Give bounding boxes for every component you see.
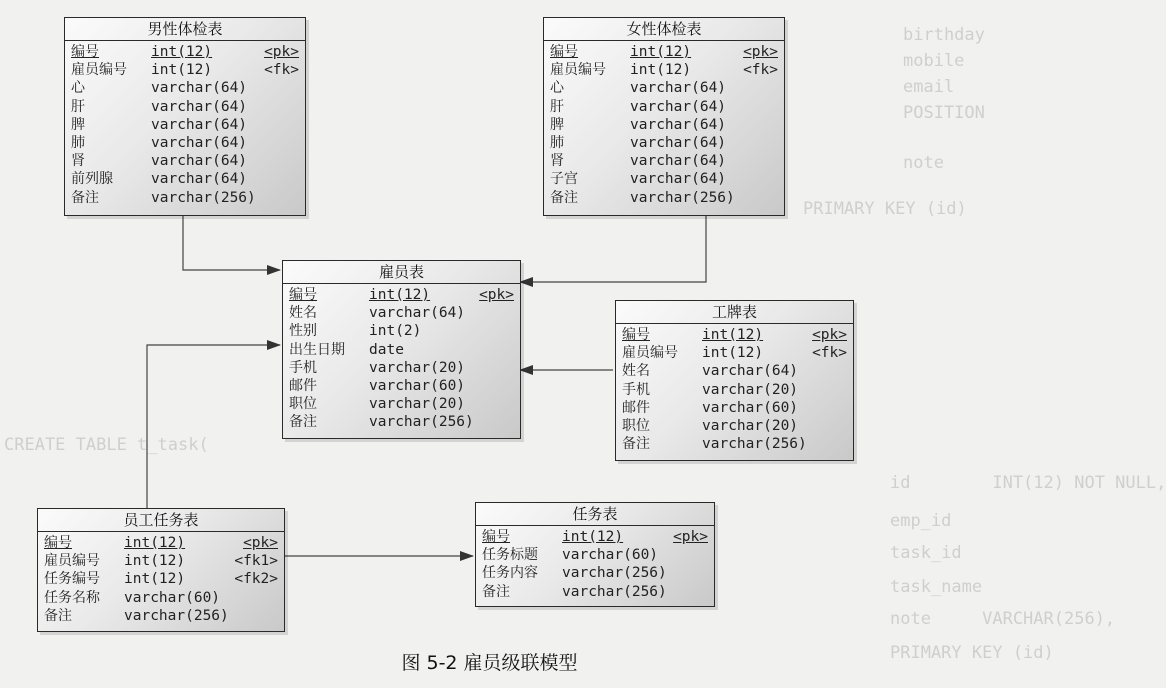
column-name: 雇员编号 xyxy=(622,345,678,362)
entity-female-checkup[interactable] xyxy=(543,17,785,216)
column-name: 备注 xyxy=(550,189,578,206)
column-row xyxy=(65,134,305,152)
column-row xyxy=(38,534,284,552)
entity-rows xyxy=(544,41,784,209)
column-type: int(12) xyxy=(702,327,764,343)
column-name: 编号 xyxy=(44,535,72,551)
entity-title: 女性体检表 xyxy=(544,18,784,41)
column-key: <pk> xyxy=(243,535,278,551)
column-name: 编号 xyxy=(289,287,317,303)
column-name: 肺 xyxy=(71,134,85,151)
column-type: int(12) xyxy=(562,529,624,545)
column-name: 雇员编号 xyxy=(44,553,100,570)
entity-title: 工牌表 xyxy=(616,301,853,324)
column-row xyxy=(283,286,520,304)
bg-code-line: mobile xyxy=(903,51,965,71)
bg-code-line: note xyxy=(903,153,944,173)
column-name: 任务标题 xyxy=(482,547,538,564)
column-type: int(12) xyxy=(124,553,186,570)
column-key: <fk> xyxy=(264,62,299,79)
column-name: 邮件 xyxy=(289,377,317,394)
column-name: 任务编号 xyxy=(44,571,100,588)
entity-title: 任务表 xyxy=(476,503,714,526)
column-name: 职位 xyxy=(622,417,650,434)
column-row xyxy=(616,326,853,344)
column-name: 心 xyxy=(71,80,85,97)
column-type: varchar(64) xyxy=(151,171,248,188)
column-name: 肾 xyxy=(71,153,85,170)
column-row xyxy=(616,381,853,399)
bg-code-line: PRIMARY KEY (id) xyxy=(890,643,1054,663)
entity-rows xyxy=(283,284,520,434)
column-row xyxy=(616,417,853,435)
column-key: <pk> xyxy=(743,44,778,60)
column-type: varchar(64) xyxy=(630,80,727,97)
bg-code-line: id INT(12) NOT NULL, xyxy=(890,473,1166,493)
column-name: 雇员编号 xyxy=(550,62,606,79)
column-name: 任务名称 xyxy=(44,589,100,606)
column-name: 备注 xyxy=(71,189,99,206)
connector-female-to-employee xyxy=(520,216,706,282)
column-row xyxy=(476,528,714,546)
column-name: 编号 xyxy=(622,327,650,343)
column-type: varchar(64) xyxy=(630,98,727,115)
entity-rows xyxy=(476,526,714,603)
column-type: varchar(20) xyxy=(702,381,799,398)
column-name: 备注 xyxy=(622,436,650,453)
entity-badge[interactable] xyxy=(615,300,854,461)
column-name: 出生日期 xyxy=(289,341,345,358)
column-name: 编号 xyxy=(71,44,99,60)
column-row xyxy=(544,98,784,116)
column-type: int(12) xyxy=(369,287,431,303)
column-type: varchar(64) xyxy=(630,134,727,151)
column-key: <fk1> xyxy=(234,553,278,570)
column-type: int(12) xyxy=(630,62,692,79)
column-row xyxy=(38,589,284,607)
column-name: 心 xyxy=(550,80,564,97)
connector-male-to-employee xyxy=(183,216,280,270)
column-row xyxy=(65,189,305,207)
column-row xyxy=(283,359,520,377)
column-type: varchar(256) xyxy=(562,565,667,582)
column-key: <pk> xyxy=(479,287,514,303)
column-name: 手机 xyxy=(622,381,650,398)
column-row xyxy=(544,79,784,97)
entity-rows xyxy=(65,41,305,209)
column-row xyxy=(65,43,305,61)
column-row xyxy=(65,79,305,97)
column-row xyxy=(65,98,305,116)
column-type: int(12) xyxy=(124,571,186,588)
column-type: int(12) xyxy=(151,44,213,60)
column-type: varchar(60) xyxy=(369,377,466,394)
column-key: <fk2> xyxy=(234,571,278,588)
column-name: 子宫 xyxy=(550,171,578,188)
column-name: 脾 xyxy=(550,116,564,133)
bg-code-line: note VARCHAR(256), xyxy=(890,609,1116,629)
column-key: <pk> xyxy=(812,327,847,343)
entity-title: 男性体检表 xyxy=(65,18,305,41)
entity-title: 雇员表 xyxy=(283,261,520,284)
column-name: 雇员编号 xyxy=(71,62,127,79)
figure-caption: 图 5-2 雇员级联模型 xyxy=(401,652,578,674)
entity-title: 员工任务表 xyxy=(38,509,284,532)
connector-emptask-to-employee xyxy=(147,345,280,508)
column-name: 邮件 xyxy=(622,399,650,416)
column-type: int(12) xyxy=(124,535,186,551)
column-type: varchar(60) xyxy=(562,547,659,564)
column-row xyxy=(283,377,520,395)
column-name: 肾 xyxy=(550,153,564,170)
column-type: varchar(64) xyxy=(630,116,727,133)
column-name: 备注 xyxy=(482,583,510,600)
column-key: <fk> xyxy=(743,62,778,79)
column-type: varchar(64) xyxy=(630,171,727,188)
bg-code-line: PRIMARY KEY (id) xyxy=(803,199,967,219)
column-name: 姓名 xyxy=(289,305,317,322)
column-row xyxy=(283,304,520,322)
column-row xyxy=(38,607,284,625)
column-type: varchar(60) xyxy=(124,589,221,606)
column-name: 脾 xyxy=(71,116,85,133)
bg-code-line: email xyxy=(903,77,955,97)
column-type: varchar(256) xyxy=(630,189,735,206)
column-type: int(12) xyxy=(151,62,213,79)
column-row xyxy=(65,170,305,188)
column-row xyxy=(544,170,784,188)
column-type: varchar(64) xyxy=(151,98,248,115)
column-type: int(12) xyxy=(702,345,764,362)
column-row xyxy=(283,341,520,359)
column-row xyxy=(544,134,784,152)
column-row xyxy=(476,564,714,582)
bg-code-line: birthday xyxy=(903,25,985,45)
column-row xyxy=(65,152,305,170)
column-row xyxy=(544,43,784,61)
column-type: date xyxy=(369,341,404,358)
column-name: 姓名 xyxy=(622,363,650,380)
column-row xyxy=(283,413,520,431)
column-type: varchar(64) xyxy=(151,153,248,170)
column-row xyxy=(544,61,784,79)
entity-male-checkup[interactable] xyxy=(64,17,306,216)
column-row xyxy=(283,395,520,413)
entity-employee[interactable] xyxy=(282,260,521,439)
column-type: int(2) xyxy=(369,323,422,340)
column-type: int(12) xyxy=(630,44,692,60)
column-row xyxy=(38,552,284,570)
column-row xyxy=(616,399,853,417)
column-row xyxy=(476,546,714,564)
column-name: 职位 xyxy=(289,396,317,413)
column-row xyxy=(38,570,284,588)
column-name: 备注 xyxy=(289,414,317,431)
column-type: varchar(64) xyxy=(151,80,248,97)
entity-employee-task[interactable] xyxy=(37,508,285,632)
column-type: varchar(20) xyxy=(369,359,466,376)
column-row xyxy=(616,362,853,380)
column-type: varchar(256) xyxy=(124,607,229,624)
entity-rows xyxy=(616,324,853,455)
column-name: 肝 xyxy=(71,98,85,115)
column-key: <pk> xyxy=(673,529,708,545)
column-type: varchar(64) xyxy=(369,305,466,322)
column-type: varchar(60) xyxy=(702,399,799,416)
column-type: varchar(64) xyxy=(702,363,799,380)
column-type: varchar(64) xyxy=(151,116,248,133)
column-type: varchar(256) xyxy=(369,414,474,431)
column-name: 编号 xyxy=(550,44,578,60)
column-type: varchar(256) xyxy=(562,583,667,600)
column-name: 手机 xyxy=(289,359,317,376)
column-row xyxy=(616,435,853,453)
column-type: varchar(20) xyxy=(369,396,466,413)
bg-code-line: task_name xyxy=(890,577,983,597)
column-name: 任务内容 xyxy=(482,565,538,582)
column-row xyxy=(544,116,784,134)
column-name: 备注 xyxy=(44,607,72,624)
column-type: varchar(20) xyxy=(702,417,799,434)
column-row xyxy=(616,344,853,362)
bg-code-line: POSITION xyxy=(903,103,985,123)
column-row xyxy=(476,583,714,601)
entity-rows xyxy=(38,532,284,627)
column-name: 肺 xyxy=(550,134,564,151)
column-row xyxy=(544,189,784,207)
bg-code-line: task_id xyxy=(890,543,962,563)
column-row xyxy=(65,116,305,134)
column-name: 性别 xyxy=(289,323,317,340)
column-key: <pk> xyxy=(264,44,299,60)
bg-code-line: emp_id xyxy=(890,511,952,531)
column-type: varchar(256) xyxy=(151,189,256,206)
bg-code-line: CREATE TABLE t_task( xyxy=(4,435,209,455)
column-name: 编号 xyxy=(482,529,510,545)
entity-task[interactable] xyxy=(475,502,715,607)
column-name: 前列腺 xyxy=(71,171,113,188)
column-name: 肝 xyxy=(550,98,564,115)
column-type: varchar(64) xyxy=(630,153,727,170)
column-key: <fk> xyxy=(812,345,847,362)
column-type: varchar(64) xyxy=(151,134,248,151)
column-row xyxy=(544,152,784,170)
column-type: varchar(256) xyxy=(702,436,807,453)
column-row xyxy=(65,61,305,79)
column-row xyxy=(283,322,520,340)
